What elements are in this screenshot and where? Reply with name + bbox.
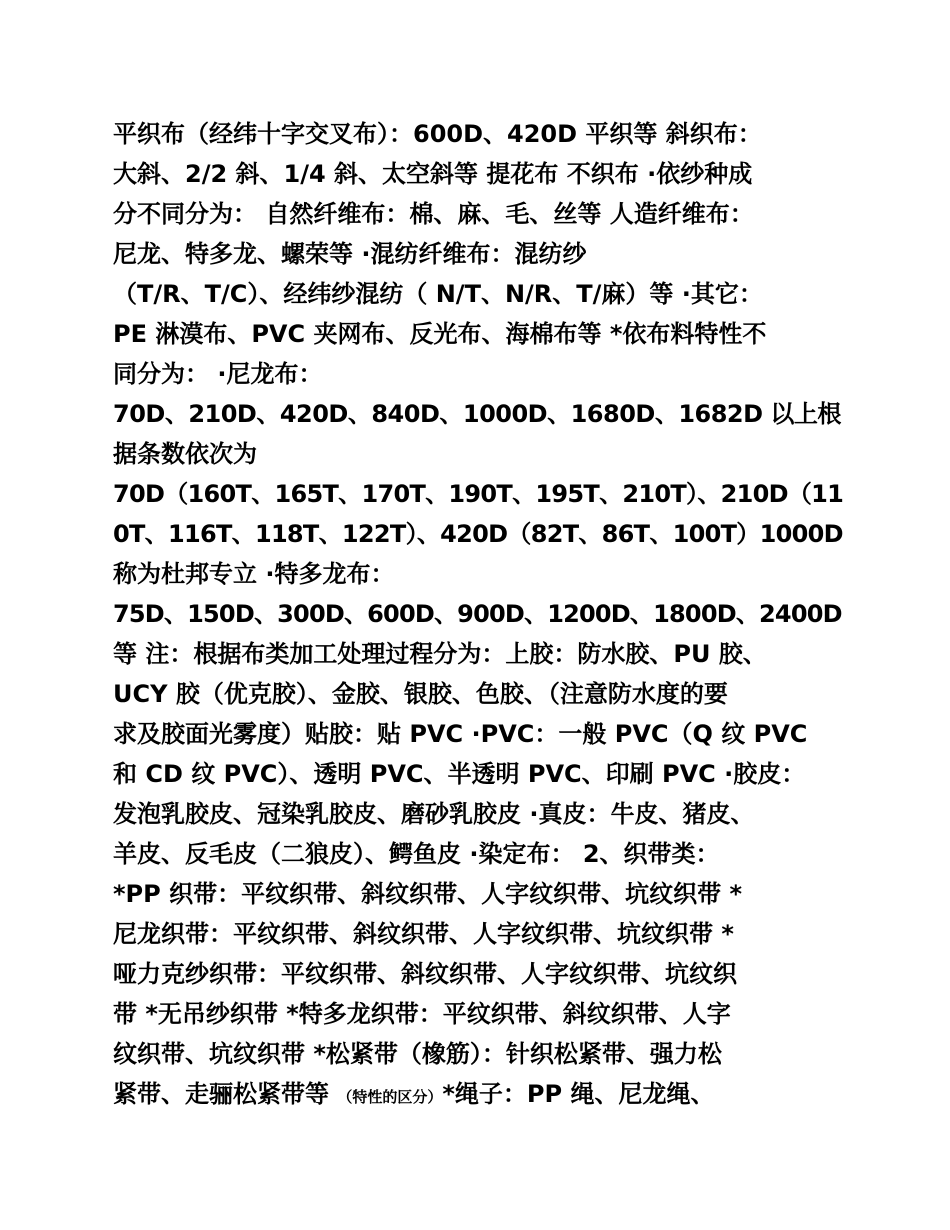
- property-note: （特性的区分）: [337, 1088, 443, 1106]
- text-line: PE 淋漠布、PVC 夹网布、反光布、海棉布等 *依布料特性不: [113, 320, 767, 348]
- text-line: 带 *无吊纱织带 *特多龙织带：平纹织带、斜纹织带、人字: [113, 1000, 731, 1028]
- text-line: 求及胶面光雾度）贴胶：贴 PVC ·PVC：一般 PVC（Q 纹 PVC: [113, 720, 808, 748]
- text-line: 发泡乳胶皮、冠染乳胶皮、磨砂乳胶皮 ·真皮：牛皮、猪皮、: [113, 800, 755, 828]
- text-line: *PP 织带：平纹织带、斜纹织带、人字纹织带、坑纹织带 *: [113, 880, 742, 908]
- text-line: 和 CD 纹 PVC）、透明 PVC、半透明 PVC、印刷 PVC ·胶皮：: [113, 760, 806, 788]
- text-line: 哑力克纱织带：平纹织带、斜纹织带、人字纹织带、坑纹织: [113, 960, 737, 988]
- text-line: 等 注：根据布类加工处理过程分为：上胶：防水胶、PU 胶、: [113, 640, 767, 668]
- last-line-end: *绳子：PP 绳、尼龙绳、: [442, 1080, 715, 1108]
- text-line: 75D、150D、300D、600D、900D、1200D、1800D、2400D: [113, 600, 842, 628]
- text-line-last: [113, 1074, 843, 1114]
- text-line: 称为杜邦专立 ·特多龙布：: [113, 560, 395, 588]
- document-body: [113, 114, 843, 1114]
- text-line: 尼龙织带：平纹织带、斜纹织带、人字纹织带、坑纹织带 *: [113, 920, 734, 948]
- text-line: 同分为： ·尼龙布：: [113, 360, 323, 388]
- text-line: UCY 胶（优克胶）、金胶、银胶、色胶、（注意防水度的要: [113, 680, 728, 708]
- last-line-start: 紧带、走骊松紧带等: [113, 1080, 338, 1108]
- text-line: 70D、210D、420D、840D、1000D、1680D、1682D 以上根: [113, 400, 841, 428]
- text-line: 尼龙、特多龙、螺荣等 ·混纺纤维布：混纺纱: [113, 240, 587, 268]
- text-line: 70D（160T、165T、170T、190T、195T、210T）、210D（11: [113, 480, 844, 508]
- text-line: 分不同分为： 自然纤维布：棉、麻、毛、丝等 人造纤维布：: [113, 200, 754, 228]
- text-line: 大斜、2/2 斜、1/4 斜、太空斜等 提花布 不织布 ·依纱种成: [113, 160, 753, 188]
- text-line: 纹织带、坑纹织带 *松紧带（橡筋）：针织松紧带、强力松: [113, 1040, 722, 1068]
- text-line: （T/R、T/C）、经纬纱混纺（ N/T、N/R、T/麻）等 ·其它：: [113, 280, 763, 308]
- text-line: 0T、116T、118T、122T）、420D（82T、86T、100T）1000D: [113, 520, 843, 548]
- text-line: 平织布（经纬十字交叉布）：600D、420D 平织等 斜织布：: [113, 120, 762, 148]
- text-line: 羊皮、反毛皮（二狼皮）、鳄鱼皮 ·染定布： 2、织带类：: [113, 840, 720, 868]
- text-line: 据条数依次为: [113, 440, 257, 468]
